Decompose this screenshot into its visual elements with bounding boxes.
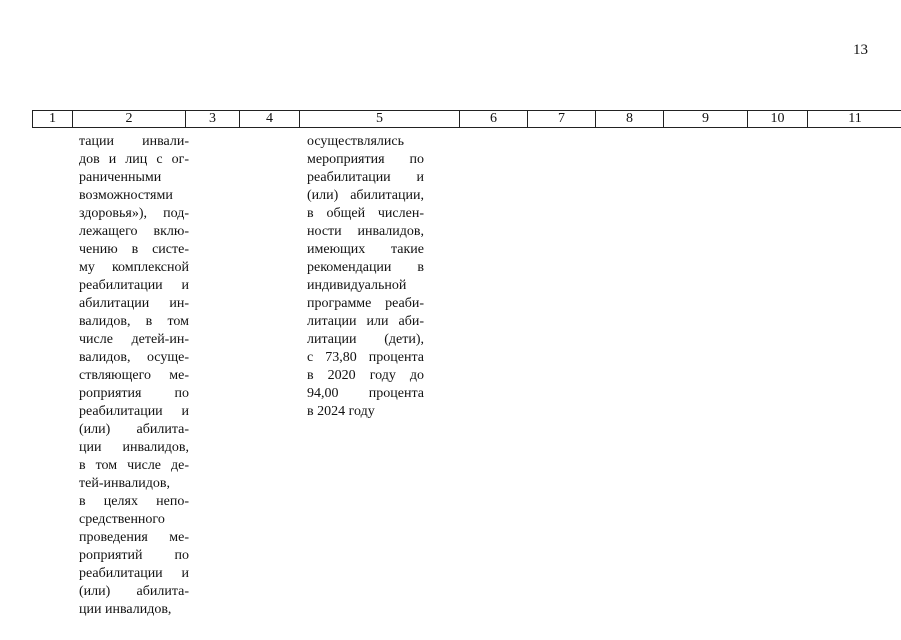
column-2-line: роприятий по — [79, 548, 189, 563]
column-2-line: здоровья»), под- — [79, 206, 189, 221]
column-5-line: программе реаби- — [307, 296, 424, 311]
column-2-line: реабилитации и — [79, 566, 189, 581]
column-2-line: тации инвали- — [79, 134, 189, 149]
column-2-line: абилитации ин- — [79, 296, 189, 311]
column-5-line: (или) абилитации, — [307, 188, 424, 203]
column-2-line: реабилитации и — [79, 404, 189, 419]
column-2-line: в том числе де- — [79, 458, 189, 473]
column-5-line: литации или аби- — [307, 314, 424, 329]
column-2-line: ции инвалидов, — [79, 440, 189, 455]
column-2-line: му комплексной — [79, 260, 189, 275]
column-5-line: в 2024 году — [307, 404, 375, 419]
column-5-line: в общей числен- — [307, 206, 424, 221]
page-number: 13 — [853, 42, 868, 58]
header-cell-4: 4 — [240, 111, 300, 127]
column-5-line: литации (дети), — [307, 332, 424, 347]
header-cell-1: 1 — [33, 111, 73, 127]
header-cell-10: 10 — [748, 111, 808, 127]
column-2-line: чению в систе- — [79, 242, 189, 257]
header-cell-7: 7 — [528, 111, 596, 127]
header-cell-3: 3 — [186, 111, 240, 127]
column-2-line: валидов, осуще- — [79, 350, 189, 365]
column-2-line: валидов, в том — [79, 314, 189, 329]
column-2-line: в целях непо- — [79, 494, 189, 509]
table-header-row — [32, 110, 901, 128]
header-cell-6: 6 — [460, 111, 528, 127]
column-2-line: (или) абилита- — [79, 584, 189, 599]
column-2-line: тей-инвалидов, — [79, 476, 170, 491]
column-2-line: ствляющего ме- — [79, 368, 189, 383]
column-5-text — [307, 133, 424, 421]
column-5-line: 94,00 процента — [307, 386, 424, 401]
column-2-text — [79, 133, 189, 619]
column-2-line: средственного — [79, 512, 165, 527]
column-2-line: роприятия по — [79, 386, 189, 401]
column-2-line: реабилитации и — [79, 278, 189, 293]
column-2-line: ции инвалидов, — [79, 602, 172, 617]
column-5-line: индивидуальной — [307, 278, 407, 293]
column-5-line: мероприятия по — [307, 152, 424, 167]
header-cell-9: 9 — [664, 111, 748, 127]
column-2-line: возможностями — [79, 188, 173, 203]
column-5-line: рекомендации в — [307, 260, 424, 275]
column-2-line: раниченными — [79, 170, 162, 185]
column-5-line: осуществлялись — [307, 134, 404, 149]
column-2-line: (или) абилита- — [79, 422, 189, 437]
column-2-line: дов и лиц с ог- — [79, 152, 189, 167]
column-2-line: лежащего вклю- — [79, 224, 189, 239]
column-5-line: реабилитации и — [307, 170, 424, 185]
header-cell-2: 2 — [73, 111, 186, 127]
column-5-line: с 73,80 процента — [307, 350, 424, 365]
column-2-line: числе детей-ин- — [79, 332, 189, 347]
header-cell-11: 11 — [848, 111, 862, 126]
column-5-line: в 2020 году до — [307, 368, 424, 383]
column-5-line: имеющих такие — [307, 242, 424, 257]
column-2-line: проведения ме- — [79, 530, 189, 545]
column-5-line: ности инвалидов, — [307, 224, 424, 239]
header-cell-8: 8 — [596, 111, 664, 127]
header-cell-5: 5 — [300, 111, 460, 127]
